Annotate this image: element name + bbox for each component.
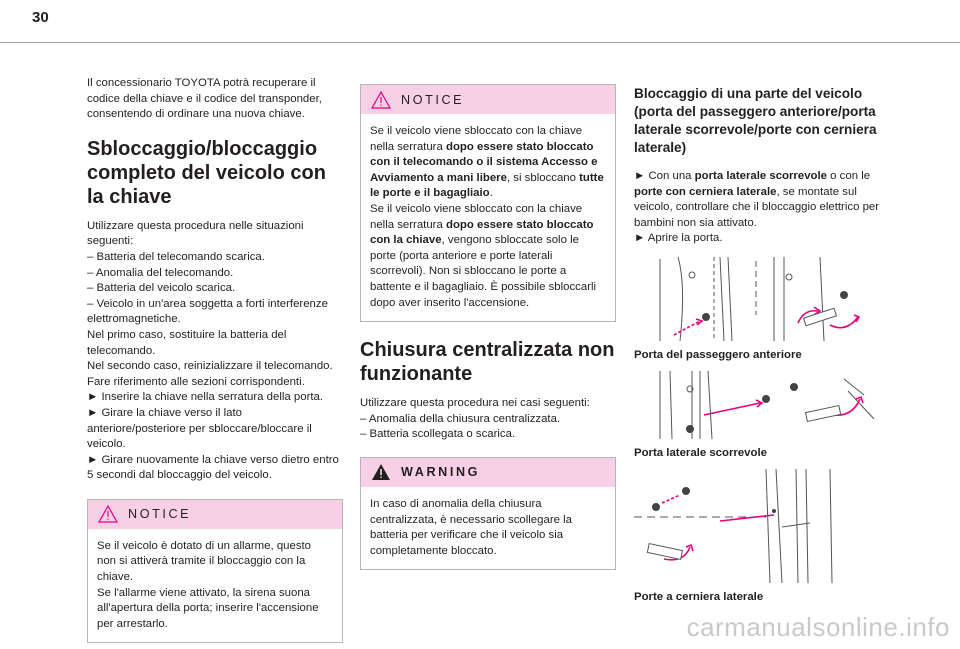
text-line: – Anomalia del telecomando. bbox=[87, 266, 234, 279]
column-1 bbox=[87, 76, 343, 643]
text-line: – Batteria del telecomando scarica. bbox=[87, 250, 265, 263]
notice-paragraph-2 bbox=[370, 202, 605, 311]
bold-run: tutte le porte e il bagagliaio bbox=[370, 171, 604, 200]
text-line: Fare riferimento alle sezioni corrispondenti. bbox=[87, 375, 305, 388]
text-line: Utilizzare questa procedura nei casi seguenti: bbox=[360, 397, 590, 410]
top-rule bbox=[0, 42, 960, 43]
warning-title: WARNING bbox=[401, 465, 481, 480]
page-number: 30 bbox=[32, 9, 49, 26]
text-line: Nel secondo caso, reinizializzare il telecomando. bbox=[87, 360, 333, 373]
bold-run: porte con cerniera laterale bbox=[634, 185, 777, 198]
front-passenger-door-illustration bbox=[634, 255, 884, 343]
warning-body bbox=[361, 487, 615, 569]
notice-title: NOTICE bbox=[401, 92, 465, 107]
section-heading-key-lock: Sbloccaggio/bloccaggio completo del veicolo con la chiave bbox=[87, 137, 326, 208]
text-run: , se montate sul veicolo, controllare che il bloccaggio elettrico per bambini non sia attivato. bbox=[634, 185, 880, 229]
text-line: – Anomalia della chiusura centralizzata. bbox=[360, 412, 561, 425]
column-2 bbox=[360, 84, 616, 570]
notice-title: NOTICE bbox=[128, 507, 192, 522]
bold-run: dopo essere stato bloccato con la chiave bbox=[370, 218, 594, 247]
text-run: Se il veicolo viene sbloccato con la chiave nella serratura bbox=[370, 125, 583, 153]
text-line: ► Girare nuovamente la chiave verso dietro entro 5 secondi dal bloccaggio del veicolo. bbox=[87, 453, 339, 482]
key-lock-steps bbox=[87, 219, 343, 484]
side-hinged-door-illustration bbox=[634, 467, 884, 585]
bold-run: porta laterale scorrevole bbox=[694, 170, 827, 182]
text-line: – Batteria scollegata o scarica. bbox=[360, 428, 516, 441]
notice-body bbox=[361, 114, 615, 321]
text-run: Se il veicolo viene sbloccato con la chiave nella serratura bbox=[370, 202, 583, 231]
open-door-step: ► Aprire la porta. bbox=[634, 232, 723, 245]
notice-paragraph-1 bbox=[370, 124, 605, 202]
column-3 bbox=[634, 85, 890, 603]
text-run: o con le bbox=[827, 170, 871, 182]
notice-header bbox=[361, 85, 615, 114]
intro-paragraph: Il concessionario TOYOTA potrà recuperare il codice della chiave e il codice del transponder, consentendo di ordinare una nuova chiave. bbox=[87, 77, 322, 121]
warning-box bbox=[360, 457, 616, 570]
warning-triangle-icon bbox=[98, 505, 118, 523]
section-heading-central-locking: Chiusura centralizzata non funzionante bbox=[360, 339, 615, 386]
notice-text: Se l'allarme viene attivato, la sirena suona all'apertura della porta; inserire l'accensione per arrestarlo. bbox=[97, 586, 319, 630]
figure-caption: Porta del passeggero anteriore bbox=[634, 348, 802, 361]
notice-text: Se il veicolo è dotato di un allarme, questo non si attiverà tramite il bloccaggio con la chiave. bbox=[97, 539, 312, 584]
figure-caption: Porte a cerniera laterale bbox=[634, 590, 764, 603]
text-run: . bbox=[489, 187, 493, 200]
text-line: ► Inserire la chiave nella serratura della porta. bbox=[87, 391, 324, 404]
text-run: , vengono sbloccate solo le porte (porta anteriore e porte laterali scorrevoli). Non si sbloccano le porte a battente e il bagagliaio. È possibile sbloccarli dopo aver inserito l'accensione. bbox=[370, 234, 597, 309]
child-lock-paragraph bbox=[634, 169, 890, 231]
warning-header bbox=[361, 458, 615, 487]
text-line: ► Girare la chiave verso il lato anteriore/posteriore per sbloccare/bloccare il veicolo. bbox=[87, 406, 312, 451]
warning-text: In caso di anomalia della chiusura centralizzata, è necessario scollegare la batteria per verificare che il veicolo sia completamente bloccato. bbox=[370, 497, 572, 557]
text-run: ► Con una bbox=[634, 170, 695, 182]
notice-body bbox=[88, 529, 342, 643]
notice-box bbox=[360, 84, 616, 322]
text-line: Utilizzare questa procedura nelle situazioni seguenti: bbox=[87, 219, 304, 248]
text-line: – Batteria del veicolo scarica. bbox=[87, 282, 236, 295]
sliding-side-door-illustration bbox=[634, 369, 884, 441]
text-line: Nel primo caso, sostituire la batteria del telecomando. bbox=[87, 328, 287, 357]
figure-caption: Porta laterale scorrevole bbox=[634, 446, 767, 459]
bold-run: dopo essere stato bloccato con il telecomando o il sistema Accesso e Avviamento a mani libere bbox=[370, 140, 598, 184]
warning-triangle-icon bbox=[371, 463, 391, 481]
notice-box bbox=[87, 499, 343, 644]
section-heading-partial-lock: Bloccaggio di una parte del veicolo (porta del passeggero anteriore/porta laterale scorrevole/porte con cerniera laterale) bbox=[634, 86, 877, 155]
watermark: carmanualsonline.info bbox=[686, 612, 950, 642]
text-line: – Veicolo in un'area soggetta a forti interferenze elettromagnetiche. bbox=[87, 297, 328, 326]
text-run: , si sbloccano bbox=[506, 171, 580, 184]
warning-triangle-icon bbox=[371, 91, 391, 109]
notice-header bbox=[88, 500, 342, 529]
